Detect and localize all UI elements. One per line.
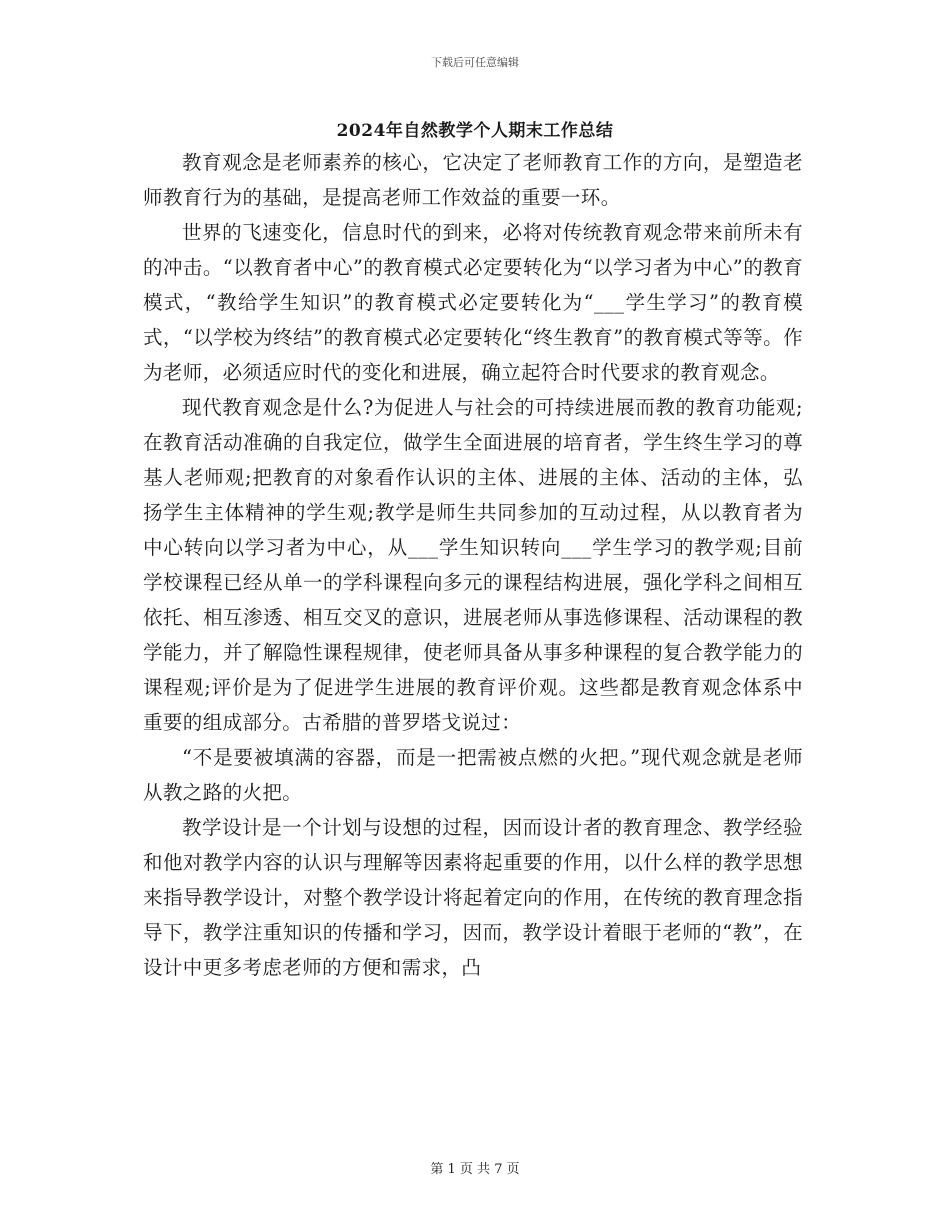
document-body — [143, 145, 803, 985]
page-number-footer: 第 1 页 共 7 页 — [430, 1162, 520, 1177]
paragraph-1: 教育观念是老师素养的核心，它决定了老师教育工作的方向，是塑造老师教育行为的基础，是提高老师工作效益的重要一环。 — [143, 151, 803, 209]
paragraph-2: 世界的飞速变化，信息时代的到来，必将对传统教育观念带来前所未有的冲击。“以教育者中心”的教育模式必定要转化为“以学习者为中心”的教育模式，“教给学生知识”的教育模式必定要转化为“___学生学习”的教育模式，“以学校为终结”的教育模式必定要转化“终生教育”的教育模式等等。作为老师，必须适应时代的变化和进展，确立起符合时代要求的教育观念。 — [143, 221, 803, 384]
page-header-note: 下载后可任意编辑 — [431, 56, 519, 69]
paragraph-3: 现代教育观念是什么?为促进人与社会的可持续进展而教的教育功能观;在教育活动准确的自我定位，做学生全面进展的培育者，学生终生学习的尊基人老师观;把教育的对象看作认识的主体、进展的主体、活动的主体，弘扬学生主体精神的学生观;教学是师生共同参加的互动过程，从以教育者为中心转向以学习者为中心，从___学生知识转向___学生学习的教学观;目前学校课程已经从单一的学科课程向多元的课程结构进展，强化学科之间相互依托、相互渗透、相互交叉的意识，进展老师从事选修课程、活动课程的教学能力，并了解隐性课程规律，使老师具备从事多种课程的复合教学能力的课程观;评价是为了促进学生进展的教育评价观。这些都是教育观念体系中重要的组成部分。古希腊的普罗塔戈说过： — [143, 396, 803, 734]
paragraph-5: 教学设计是一个计划与设想的过程，因而设计者的教育理念、教学经验和他对教学内容的认识与理解等因素将起重要的作用，以什么样的教学思想来指导教学设计，对整个教学设计将起着定向的作用，在传统的教育理念指导下，教学注重知识的传播和学习，因而，教学设计着眼于老师的“教”，在设计中更多考虑老师的方便和需求，凸 — [143, 816, 803, 979]
document-title: 2024年自然教学个人期末工作总结 — [336, 121, 614, 141]
paragraph-4: “不是要被填满的容器，而是一把需被点燃的火把。”现代观念就是老师从教之路的火把。 — [143, 746, 803, 804]
